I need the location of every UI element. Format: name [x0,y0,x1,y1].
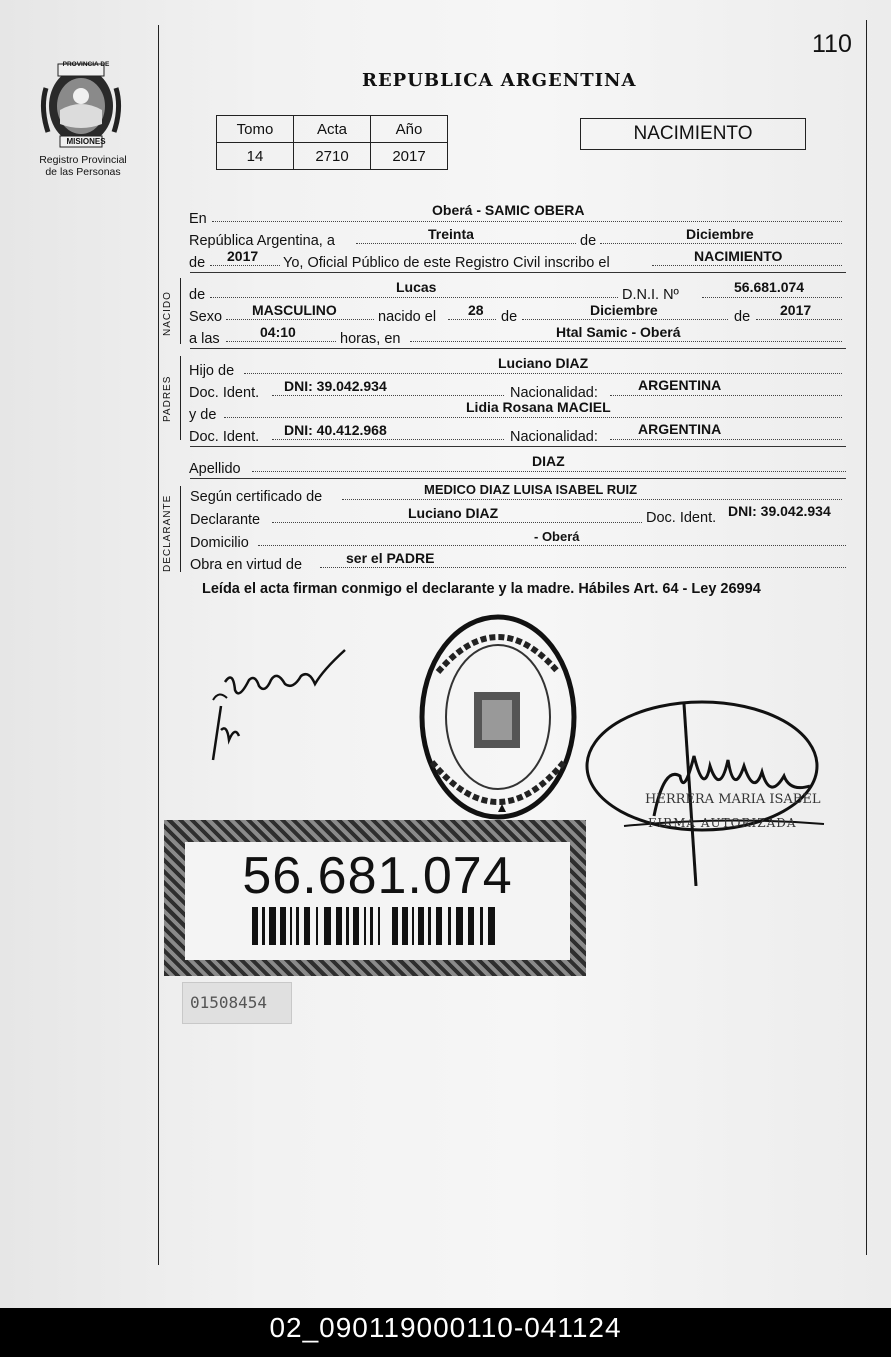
father-nat-label: Nacionalidad: [510,385,598,401]
birth-year-dots [756,319,842,320]
time-dots [226,341,336,342]
certificado-dots [342,499,842,500]
footer-code: 02_090119000110-041124 [269,1312,622,1343]
act-value: NACIMIENTO [694,248,783,264]
padres-bracket [180,356,181,440]
value-ano: 2017 [371,143,448,170]
birth-place-dots [410,341,842,342]
sexo-dots [226,319,374,320]
en-dots [212,221,842,222]
header-acta: Acta [294,116,371,143]
serial-number: 01508454 [190,993,268,1012]
declarante-label: Declarante [190,512,261,528]
right-margin-line [866,20,867,1255]
declarante-side-label: DECLARANTE [162,494,173,572]
a-las-label: a las [189,331,220,347]
nacido-de-label: de [189,287,206,303]
header-tomo: Tomo [217,116,294,143]
birth-day-dots [448,319,496,320]
republica-label: República Argentina, a [189,233,335,249]
domicilio-label: Domicilio [190,535,249,551]
value-acta: 2710 [294,143,371,170]
horas-label: horas, en [340,331,401,347]
declarante-doc: DNI: 39.042.934 [728,503,831,519]
official-signature-icon [584,696,834,886]
birth-month: Diciembre [590,302,658,318]
year-value: 2017 [227,248,259,264]
divider-4 [190,478,846,479]
dni-label: D.N.I. Nº [622,287,679,303]
year-dots [210,265,280,266]
declarante-doc-label: Doc. Ident. [646,510,717,526]
left-margin-line [158,25,159,1265]
father-nat-dots [610,395,842,396]
barcode-icon [252,907,502,945]
domicilio-dots [258,545,846,546]
birth-day: 28 [468,302,484,318]
mother-name: Lidia Rosana MACIEL [466,399,611,415]
mother-dots [224,417,842,418]
yo-text: Yo, Oficial Público de este Registro Civil inscribo el [283,255,610,271]
month-dots [600,243,842,244]
de2-label: de [189,255,206,271]
birth-place: Htal Samic - Oberá [556,324,681,340]
registry-stamp-icon [418,612,578,822]
apellido-label: Apellido [189,461,241,477]
sexo-label: Sexo [189,309,223,325]
day-dots [356,243,576,244]
father-doc-label: Doc. Ident. [189,385,260,401]
mother-doc-dots [272,439,504,440]
mother-doc-label: Doc. Ident. [189,429,260,445]
nacido-bracket [180,278,181,344]
header-ano: Año [371,116,448,143]
father-doc: DNI: 39.042.934 [284,378,387,394]
mother-doc: DNI: 40.412.968 [284,422,387,438]
father-name: Luciano DIAZ [498,355,589,371]
sexo-value: MASCULINO [252,302,337,318]
father-nationality: ARGENTINA [638,377,722,393]
birth-month-dots [522,319,728,320]
de-label: de [580,233,597,249]
nacido-side-label: NACIDO [162,291,173,336]
obra-value: ser el PADRE [346,550,435,566]
father-dots [244,373,842,374]
declarante-name: Luciano DIAZ [408,505,499,521]
official-name: HERRERA MARIA ISABEL [645,792,821,807]
declarante-dots [272,522,642,523]
divider-1 [190,272,846,273]
mother-nat-label: Nacionalidad: [510,429,598,445]
father-doc-dots [272,395,504,396]
child-name: Lucas [396,279,437,295]
y-de-label: y de [189,407,217,423]
emblem-text-bottom: MISIONES [66,137,106,146]
declarante-bracket [180,486,181,572]
divider-2 [190,348,846,349]
divider-3 [190,446,846,447]
birth-year: 2017 [780,302,812,318]
mother-nat-dots [610,439,842,440]
name-dots [210,297,618,298]
certificado-label: Según certificado de [190,489,323,505]
padres-side-label: PADRES [162,375,173,422]
domicilio-value: - Oberá [534,529,580,544]
official-role: FIRMA AUTORIZADA [648,816,797,830]
page-number: 110 [812,30,852,58]
mother-nationality: ARGENTINA [638,421,722,437]
day-value: Treinta [428,226,474,242]
hijo-de-label: Hijo de [189,363,235,379]
act-type-box: NACIMIENTO [580,118,806,150]
nacido-el-label: nacido el [378,309,437,325]
obra-dots [320,567,846,568]
country-title: REPUBLICA ARGENTINA [362,70,637,91]
de-label-2: de [501,309,518,325]
month-value: Diciembre [686,226,754,242]
birth-time: 04:10 [260,324,296,340]
declarant-signature-icon [205,640,365,780]
act-dots [652,265,842,266]
registry-caption [28,154,138,178]
place-value: Oberá - SAMIC OBERA [432,202,585,218]
dni-dots [702,297,842,298]
registry-table [216,115,448,170]
signing-note: Leída el acta firman conmigo el declarante y la madre. Hábiles Art. 64 - Ley 26994 [202,581,761,597]
value-tomo: 14 [217,143,294,170]
child-dni: 56.681.074 [734,279,805,295]
emblem-text-top: PROVINCIA DE [62,61,110,68]
barcode-number: 56.681.074 [242,847,513,905]
registry-caption-line2: de las Personas [45,166,121,178]
registry-caption-line1: Registro Provincial [39,154,127,166]
de-label-3: de [734,309,751,325]
apellido-value: DIAZ [532,453,565,469]
en-label: En [189,211,207,227]
certificado-value: MEDICO DIAZ LUISA ISABEL RUIZ [424,482,638,497]
obra-label: Obra en virtud de [190,557,303,573]
apellido-dots [252,471,846,472]
